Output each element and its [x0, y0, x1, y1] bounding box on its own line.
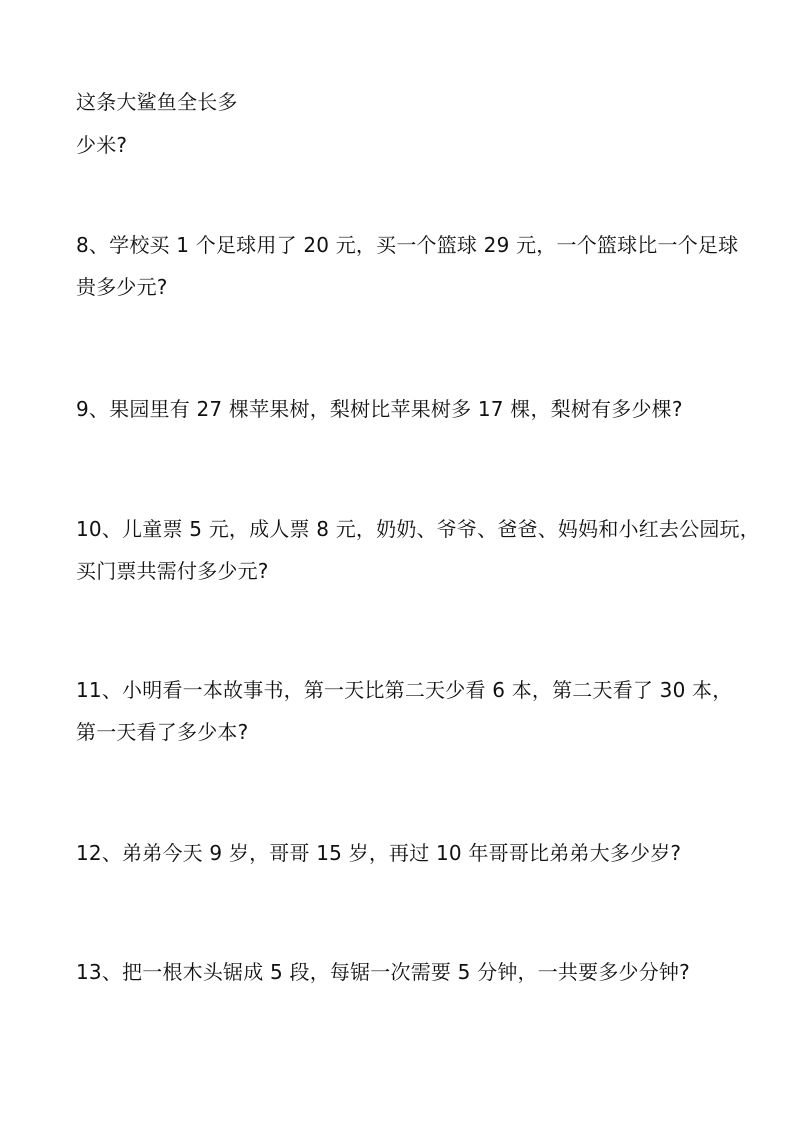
question-11-line-1: 11、小明看一本故事书，第一天比第二天少看 6 本，第二天看了 30 本， — [76, 678, 733, 702]
question-10-line-2: 买门票共需付多少元? — [76, 559, 269, 583]
question-12-line-1: 12、弟弟今天 9 岁，哥哥 15 岁，再过 10 年哥哥比弟弟大多少岁? — [76, 841, 682, 865]
question-11-line-2: 第一天看了多少本? — [76, 720, 249, 744]
question-10-line-1: 10、儿童票 5 元，成人票 8 元，奶奶、爷爷、爸爸、妈妈和小红去公园玩， — [76, 517, 760, 541]
question-8-line-2: 贵多少元? — [76, 275, 168, 299]
question-7-line-1: 这条大鲨鱼全长多 — [76, 90, 238, 114]
question-7-line-2: 少米? — [76, 133, 128, 157]
question-9-line-1: 9、果园里有 27 棵苹果树，梨树比苹果树多 17 棵，梨树有多少棵? — [76, 397, 683, 421]
question-13-line-1: 13、把一根木头锯成 5 段，每锯一次需要 5 分钟，一共要多少分钟? — [76, 960, 690, 984]
question-8-line-1: 8、学校买 1 个足球用了 20 元，买一个篮球 29 元，一个篮球比一个足球 — [76, 233, 739, 257]
